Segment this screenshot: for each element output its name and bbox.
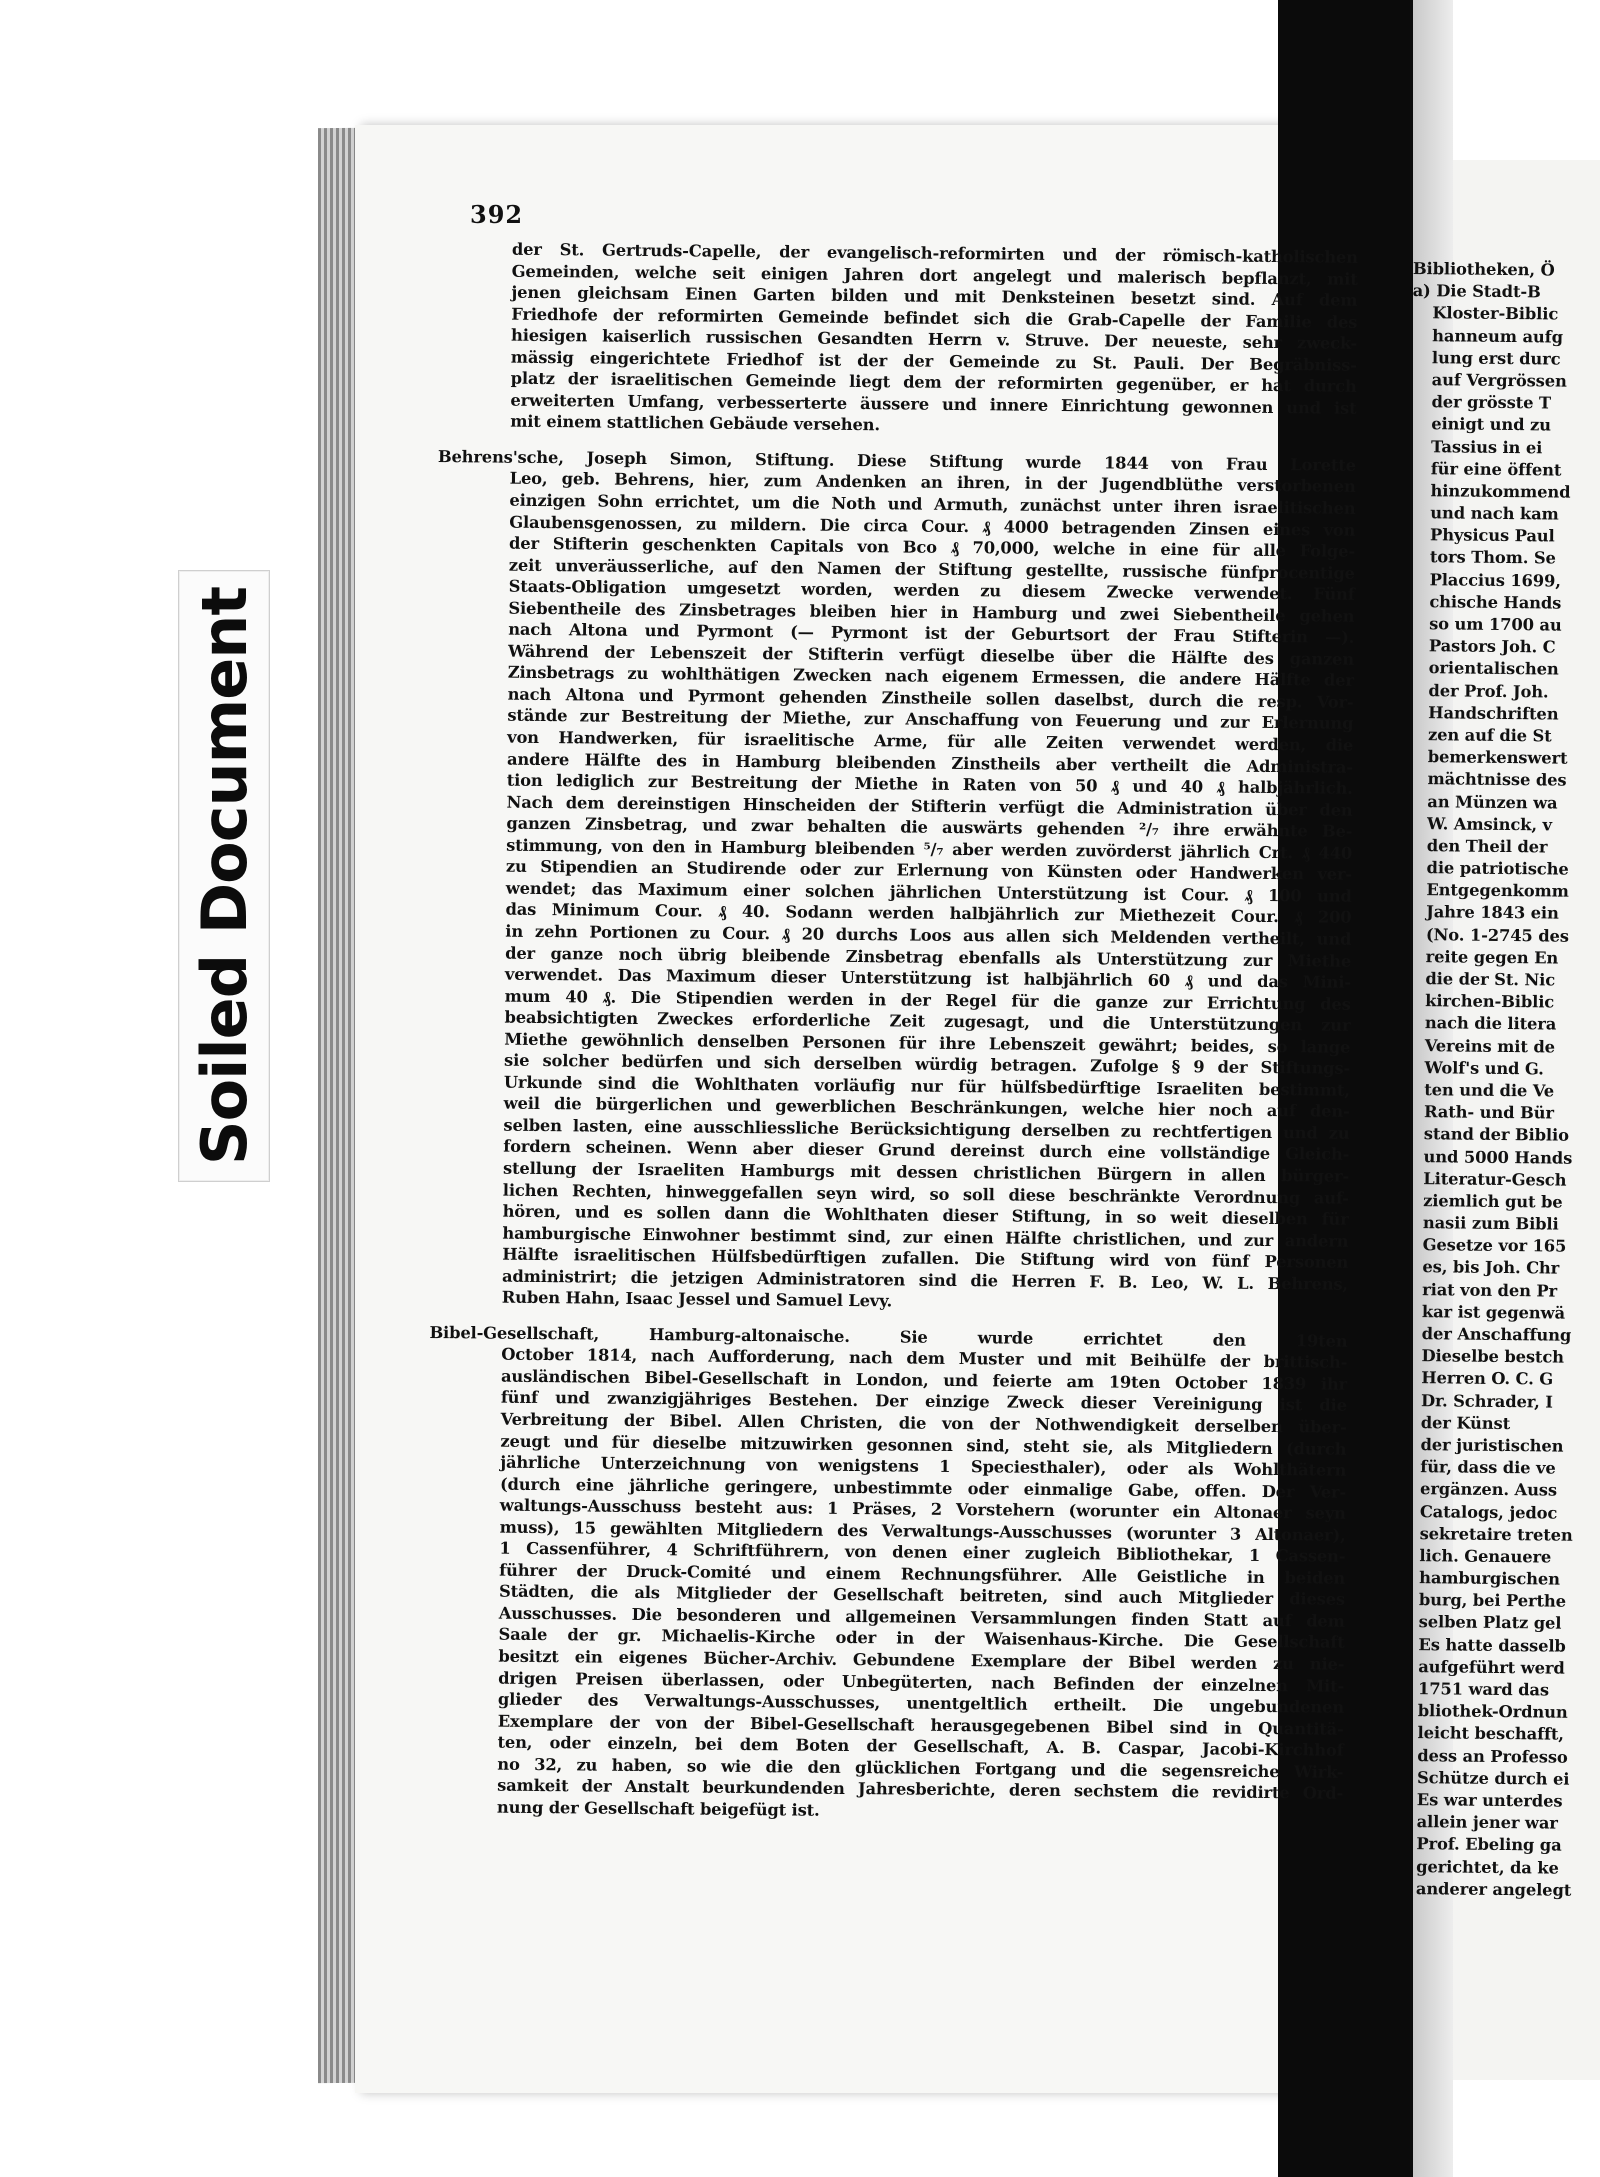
text-line: glieder des Verwaltungs-Ausschusses, unentgeltlich ertheilt. Die ungebundenen xyxy=(497,1689,1345,1717)
facing-text-line: der Künst xyxy=(1420,1412,1511,1433)
text-line: zeit unveräusserliche, auf den Namen der Stiftung gestellte, russische fünfprocentige xyxy=(508,555,1355,583)
facing-text-line: ergänzen. Auss xyxy=(1420,1479,1558,1500)
facing-text-line: Prof. Ebeling ga xyxy=(1416,1834,1562,1855)
text-line: (durch eine jährliche geringere, unbestimmte oder einmalige Gabe, offen. Der Ver- xyxy=(499,1474,1347,1502)
soiled-document-label-text: Soiled Document xyxy=(187,586,261,1166)
text-line: Leo, geb. Behrens, hier, zum Andenken an ihren, in der Jugendblüthe verstorbenen xyxy=(509,469,1356,497)
facing-text-line: Literatur-Gesch xyxy=(1423,1168,1567,1190)
text-line: Staats-Obligation umgesetzt worden, werden zu diesem Zwecke verwendet. Fünf xyxy=(508,576,1355,604)
text-line: Saale der gr. Michaelis-Kirche oder in der Waisenhaus-Kirche. Die Gesellschaft xyxy=(498,1625,1345,1653)
text-line: Gemeinden, welche seit einigen Jahren dort angelegt und malerisch bepflanzt, mit xyxy=(511,261,1358,289)
facing-text-line: riat von den Pr xyxy=(1422,1279,1558,1301)
text-line: hören, und es sollen dann die Wohlthaten dieser Stiftung, in so weit dieselben für xyxy=(502,1201,1349,1229)
facing-text-line: für eine öffent xyxy=(1430,458,1562,480)
facing-text-line: anderer angelegt xyxy=(1415,1878,1572,1900)
facing-text-line: hinzukommend xyxy=(1430,481,1571,502)
facing-text-line: der juristischen xyxy=(1420,1435,1564,1456)
facing-text-line: der Anschaffung xyxy=(1421,1324,1572,1345)
text-line: selben lasten, eine ausschliessliche Berücksichtigung derselben zu rechtfertigen und zu xyxy=(503,1115,1350,1143)
facing-text-line: Kloster-Biblic xyxy=(1432,303,1559,324)
facing-text-line: a) Die Stadt-B xyxy=(1412,281,1541,302)
text-line: 1 Cassenführer, 4 Schriftführern, von denen einer zugleich Bibliothekar, 1 Cassen- xyxy=(499,1538,1346,1567)
text-line: Bibel-Gesellschaft, Hamburg-altonaische. Sie wurde errichtet den 19ten xyxy=(429,1322,1348,1351)
facing-page-text xyxy=(1396,258,1600,1902)
text-line: zeugt und für dieselbe mitzuwirken gesonnen sind, steht sie, als Mitgliedern (durch xyxy=(500,1431,1347,1459)
text-line: stimmung, von den in Hamburg bleibenden ⁵/₇ aber werden zuvörderst jährlich Crt. ₰ 440 xyxy=(506,835,1353,863)
text-line: in zehn Portionen zu Cour. ₰ 20 durchs Loos aus allen sich Meldenden vertheilt, und xyxy=(505,921,1352,949)
facing-text-line: reite gegen En xyxy=(1425,946,1559,968)
facing-text-line: an Münzen wa xyxy=(1427,791,1558,813)
facing-text-line: Es war unterdes xyxy=(1416,1790,1563,1811)
soiled-document-label xyxy=(178,570,270,1182)
facing-text-line: stand der Biblio xyxy=(1423,1124,1569,1145)
text-line: fordern scheinen. Wenn aber dieser Grund dereinst durch eine vollständige Gleich- xyxy=(503,1137,1350,1165)
text-line: der ganze noch übrig bleibende Zinsbetrag ebenfalls als Unterstützung zur Miethe xyxy=(505,943,1352,971)
facing-text-line: nach die litera xyxy=(1424,1013,1557,1034)
text-line: zu Stipendien an Studirende oder zur Erlernung von Künsten oder Handwerken ver- xyxy=(505,856,1353,885)
text-line: Miethe gewöhnlich denselben Personen für ihre Lebenszeit gewährt; beides, so lange xyxy=(504,1029,1351,1057)
paragraph-gertruds xyxy=(438,238,1358,441)
facing-text-line: Pastors Joh. C xyxy=(1428,636,1556,657)
text-line: Urkunde sind die Wohlthaten vorläufig nur für hülfsbedürftige Israeliten bestimmt, xyxy=(503,1072,1350,1100)
facing-text-line: Rath- und Bür xyxy=(1423,1102,1554,1123)
text-line: administrirt; die jetzigen Administratoren sind die Herren F. B. Leo, W. L. Behrens, xyxy=(501,1266,1349,1294)
text-line: platz der israelitischen Gemeinde liegt dem der reformirten gegenüber, er hat durch xyxy=(510,368,1357,397)
text-line: besitzt ein eigenes Bücher-Archiv. Gebundene Exemplare der Bibel werden zu nie- xyxy=(498,1646,1345,1674)
text-line: der St. Gertruds-Capelle, der evangelisch-reformirten und der römisch-katholischen xyxy=(511,239,1358,267)
facing-text-line: Tassius in ei xyxy=(1430,436,1543,457)
facing-text-line: für, dass die ve xyxy=(1420,1457,1556,1478)
facing-text-line: es, bis Joh. Chr xyxy=(1422,1257,1560,1279)
facing-text-line: gerichtet, da ke xyxy=(1416,1856,1559,1878)
text-line: Städten, die als Mitglieder der Gesellschaft beitreten, sind auch Mitglieder dieses xyxy=(498,1581,1346,1610)
text-line: ausländischen Bibel-Gesellschaft in London, und feierte am 19ten October 1839 ihr xyxy=(500,1366,1348,1394)
text-line: muss), 15 gewählten Mitgliedern des Verwaltungs-Ausschusses (worunter 3 Altonaer), xyxy=(499,1517,1346,1545)
facing-text-line: orientalischen xyxy=(1428,658,1559,679)
facing-text-line: Vereins mit de xyxy=(1424,1035,1556,1057)
text-line: jenen gleichsam Einen Garten bilden und mit Denksteinen besetzt sind. Auf dem xyxy=(511,282,1358,310)
facing-text-line: ten und die Ve xyxy=(1424,1080,1555,1101)
facing-text-line: bemerkenswert xyxy=(1427,747,1568,768)
text-line: Ruben Hahn, Isaac Jessel und Samuel Levy. xyxy=(501,1287,893,1311)
text-line: nach Altona und Pyrmont gehenden Zinstheile sollen daselbst, durch die resp. Vor- xyxy=(507,684,1354,712)
facing-text-line: die der St. Nic xyxy=(1425,969,1556,990)
text-line: Exemplare der von der Bibel-Gesellschaft herausgegebenen Bibel sind in Quantitä- xyxy=(497,1711,1344,1739)
page-number: 392 xyxy=(470,200,524,229)
facing-text-line: und 5000 Hands xyxy=(1423,1146,1573,1168)
text-line: mässig eingerichtete Friedhof ist der der Gemeinde zu St. Pauli. Der Begräbniss- xyxy=(510,347,1357,375)
facing-text-line: der grösste T xyxy=(1431,392,1552,413)
text-line: Siebentheile des Zinsbetrages bleiben hier in Hamburg und zwei Siebentheile gehen xyxy=(508,598,1355,626)
text-line: einzigen Sohn errichtet, um die Noth und Armuth, zunächst unter ihren israelitischen xyxy=(509,490,1356,518)
facing-text-line: die patriotische xyxy=(1426,858,1569,879)
facing-text-line: so um 1700 au xyxy=(1429,614,1562,635)
text-line: andere Hälfte des in Hamburg bleibenden Zinstheils aber vertheilt die Administra- xyxy=(506,749,1354,777)
text-line: Friedhofe der reformirten Gemeinde befindet sich die Grab-Capelle der Familie des xyxy=(511,304,1358,332)
text-line: hamburgische Einwohner bestimmt sind, zur einen Hälfte christlichen, und zur andern xyxy=(502,1223,1349,1251)
facing-text-line: Physicus Paul xyxy=(1430,525,1555,546)
facing-text-line: allein jener war xyxy=(1416,1812,1558,1833)
facing-text-line: W. Amsinck, v xyxy=(1426,813,1553,835)
text-line: von Handwerken, für israelitische Arme, für alle Zeiten verwendet werden, die xyxy=(507,727,1354,755)
facing-text-line: Gesetze vor 165 xyxy=(1422,1235,1567,1256)
text-line: Glaubensgenossen, zu mildern. Die circa Cour. ₰ 4000 betragenden Zinsen eines von xyxy=(509,512,1356,540)
facing-text-line: mächtnisse des xyxy=(1427,769,1567,790)
facing-text-line: sekretaire treten xyxy=(1419,1523,1573,1545)
text-line: stellung der Israeliten Hamburgs mit dessen christlichen Bürgern in allen bürger- xyxy=(502,1158,1350,1186)
facing-text-line: den Theil der xyxy=(1426,836,1548,857)
text-line: verwendet. Das Maximum dieser Unterstützung ist halbjährlich 60 ₰ und das Mini- xyxy=(504,964,1351,992)
facing-text-line: Dr. Schrader, I xyxy=(1420,1390,1553,1412)
facing-text-line: einigt und zu xyxy=(1431,414,1552,435)
facing-text-line: zen auf die St xyxy=(1427,725,1552,746)
text-line: jährliche Unterzeichnung von wenigstens 1 Speciesthaler), oder als Wohlthätern xyxy=(500,1452,1347,1480)
text-line: nach Altona und Pyrmont (— Pyrmont ist der Geburtsort der Frau Stifterin —). xyxy=(508,619,1355,648)
facing-text-line: und nach kam xyxy=(1430,503,1559,524)
facing-text-line: kirchen-Biblic xyxy=(1425,991,1555,1012)
facing-text-line: (No. 1-2745 des xyxy=(1425,924,1569,946)
facing-text-line: ziemlich gut be xyxy=(1423,1191,1563,1212)
text-line: weil die bürgerlichen und gewerblichen Beschränkungen, welche hier noch auf den- xyxy=(503,1093,1350,1122)
text-line: fünf und zwanzigjähriges Bestehen. Der einzige Zweck dieser Vereinigung ist die xyxy=(500,1388,1347,1416)
facing-text-line: chische Hands xyxy=(1429,592,1562,613)
facing-text-line: lich. Genauere xyxy=(1419,1546,1552,1567)
facing-text-line: hanneum aufg xyxy=(1432,325,1564,347)
text-line: no 32, zu haben, so wie die den glücklichen Fortgang und die segensreiche Wirk- xyxy=(497,1754,1344,1782)
text-line: tion lediglich zur Bestreitung der Miethe in Raten von 50 ₰ und 40 ₰ halbjährlich. xyxy=(506,770,1353,798)
facing-text-line: leicht beschafft, xyxy=(1417,1723,1565,1745)
text-line: lichen Rechten, hinweggefallen seyn wird, so soll diese beschränkte Verordnung auf- xyxy=(502,1180,1349,1208)
facing-text-line: Bibliotheken, Ö xyxy=(1412,258,1555,280)
facing-text-line: bliothek-Ordnun xyxy=(1417,1701,1568,1722)
facing-text-line: burg, bei Perthe xyxy=(1418,1590,1567,1611)
text-line: samkeit der Anstalt beurkundenden Jahresberichte, deren sechstem die revidirte Ord- xyxy=(497,1775,1344,1804)
text-line: nung der Gesellschaft beigefügt ist. xyxy=(496,1797,820,1820)
facing-text-line: tors Thom. Se xyxy=(1429,547,1556,568)
text-line: hiesigen kaiserlich russischen Gesandten Herrn v. Struve. Der neueste, sehr zweck- xyxy=(510,325,1358,353)
facing-text-line: Schütze durch ei xyxy=(1416,1767,1570,1789)
facing-text-line: der Prof. Joh. xyxy=(1428,680,1549,702)
text-line: führer der Druck-Comité und einem Rechnungsführer. Alle Geistliche in beiden xyxy=(499,1560,1346,1588)
facing-text-line: aufgeführt werd xyxy=(1418,1656,1565,1678)
text-line: waltungs-Ausschuss besteht aus: 1 Präses, 2 Vorstehern (worunter ein Altonaer seyn xyxy=(499,1495,1346,1523)
paragraph-behrens xyxy=(430,446,1356,1317)
facing-text-line: Placcius 1699, xyxy=(1429,569,1561,591)
book-page-edges xyxy=(318,128,358,2083)
text-line: Behrens'sche, Joseph Simon, Stiftung. Diese Stiftung wurde 1844 von Frau Lorette xyxy=(437,446,1356,475)
facing-text-line: auf Vergrössen xyxy=(1431,370,1567,391)
text-line: der Stifterin geschenkten Capitals von Bco ₰ 70,000, welche in eine für alle Folge- xyxy=(508,533,1356,561)
facing-text-line: kar ist gegenwä xyxy=(1421,1301,1566,1323)
text-line: sie solcher bedürfen und sich derselben würdig betragen. Zufolge § 9 der Stiftungs- xyxy=(504,1050,1351,1079)
text-line: drigen Preisen überlassen, oder Unbegüterten, nach Befinden der einzelnen Mit- xyxy=(498,1668,1345,1696)
facing-text-line: hamburgischen xyxy=(1419,1568,1561,1589)
facing-text-line: Jahre 1843 ein xyxy=(1426,902,1559,923)
text-line: das Minimum Cour. ₰ 40. Sodann werden halbjährlich zur Miethezeit Cour. ₰ 200 xyxy=(505,900,1352,928)
text-line: ten, oder einzeln, bei dem Boten der Gesellschaft, A. B. Caspar, Jacobi-Kirchhof xyxy=(497,1732,1344,1760)
text-line: ganzen Zinsbetrag, und zwar behalten die auswärts gehenden ²/₇ ihre erwähnte Be- xyxy=(506,813,1353,842)
facing-text-line: selben Platz gel xyxy=(1418,1612,1562,1634)
text-line: erweiterten Umfang, verbesserterte äussere und innere Einrichtung gewonnen und ist xyxy=(510,390,1357,418)
facing-text-line: Es hatte dasselb xyxy=(1418,1634,1566,1656)
facing-text-line: lung erst durc xyxy=(1431,347,1561,369)
facing-text-line: nasii zum Bibli xyxy=(1422,1213,1559,1234)
text-line: stände zur Bestreitung der Miethe, zur Anschaffung von Feuerung und zur Erlernung xyxy=(507,706,1354,734)
facing-text-line: Herren O. C. G xyxy=(1421,1368,1554,1389)
facing-text-line: dess an Professo xyxy=(1417,1745,1568,1767)
facing-text-line: Dieselbe bestch xyxy=(1421,1346,1565,1367)
left-page-text xyxy=(425,238,1358,1826)
text-line: Während der Lebenszeit der Stifterin verfügt dieselbe über die Hälfte des ganzen xyxy=(507,641,1355,669)
facing-text-line: Handschriften xyxy=(1428,702,1559,724)
text-line: mum 40 ₰. Die Stipendien werden in der Regel für die ganze zur Errichtung des xyxy=(504,986,1351,1014)
text-line: wendet; das Maximum einer solchen jährlichen Unterstützung ist Cour. ₰ 100 und xyxy=(505,878,1352,906)
facing-text-line: 1751 ward das xyxy=(1417,1679,1550,1700)
text-line: Ausschusses. Die besonderen und allgemeinen Versammlungen finden Statt auf dem xyxy=(498,1603,1345,1631)
text-line: Nach dem dereinstigen Hinscheiden der Stifterin verfügt die Administration über den xyxy=(506,792,1353,820)
text-line: October 1814, nach Aufforderung, nach dem Muster und mit Beihülfe der brittisch- xyxy=(501,1344,1348,1373)
text-line: beabsichtigten Zweckes erforderliche Zeit zugesagt, und die Unterstützungen zur xyxy=(504,1007,1351,1035)
facing-text-line: Entgegenkomm xyxy=(1426,880,1569,901)
text-line: Verbreitung der Bibel. Allen Christen, die von der Nothwendigkeit derselben über- xyxy=(500,1409,1347,1437)
facing-text-line: Wolf's und G. xyxy=(1424,1057,1544,1079)
text-line: mit einem stattlichen Gebäude versehen. xyxy=(510,412,881,435)
text-line: Hälfte israelitischen Hülfsbedürftigen zufallen. Die Stiftung wird von fünf Personen xyxy=(502,1244,1349,1272)
facing-text-line: Catalogs, jedoc xyxy=(1419,1501,1558,1523)
text-line: Zinsbetrags zu wohlthätigen Zwecken nach eigenem Ermessen, die andere Hälfte der xyxy=(507,663,1354,691)
paragraph-bibel xyxy=(425,1322,1348,1826)
